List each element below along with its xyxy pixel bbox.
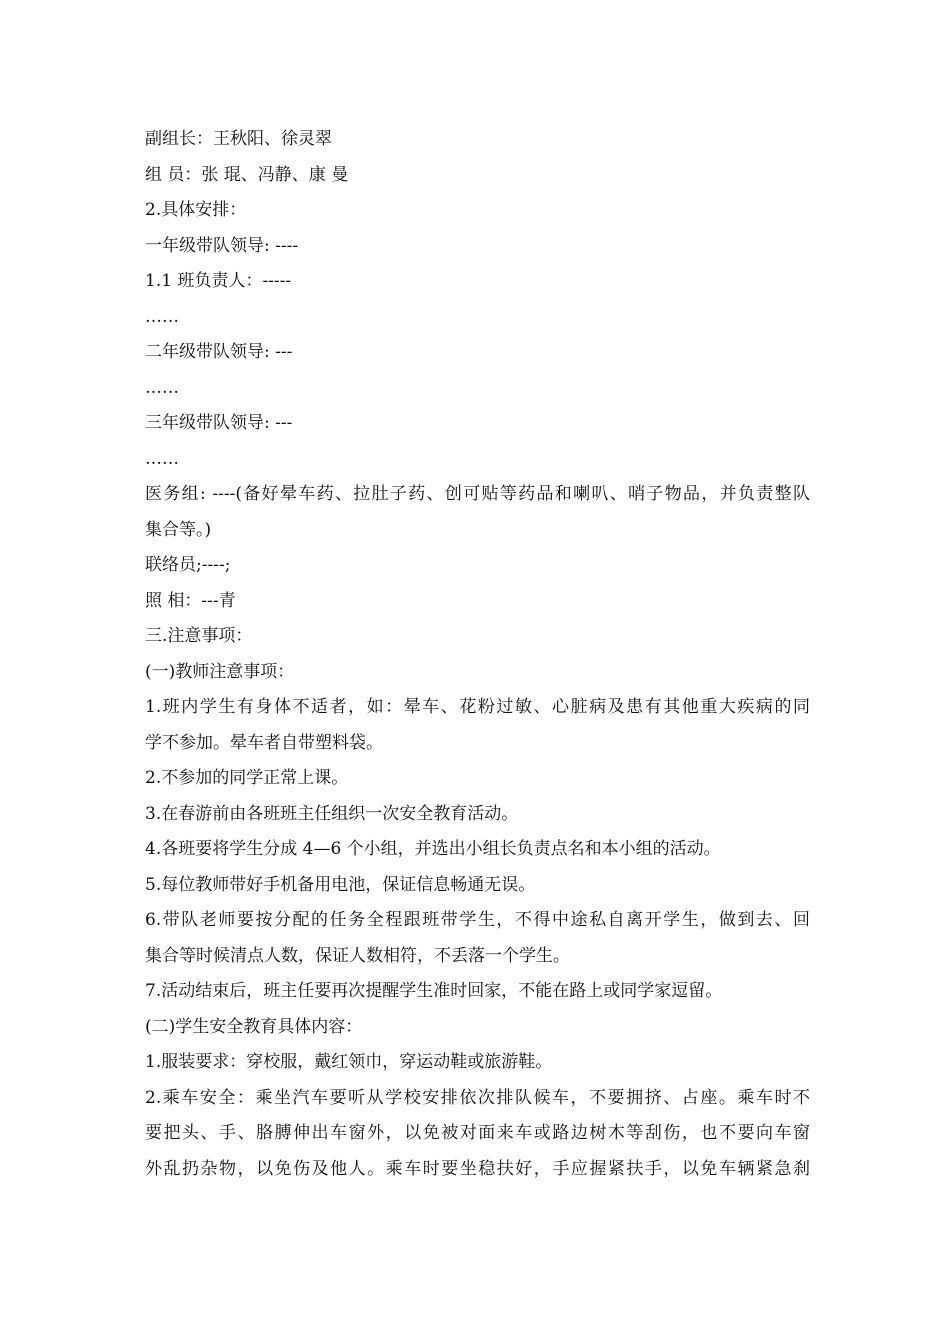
text-line: 2.乘车安全：乘坐汽车要听从学校安排依次排队候车，不要拥挤、占座。乘车时不 [145,1087,810,1108]
text-line: …… [145,306,179,327]
text-line: …… [145,448,179,469]
text-line: 1.班内学生有身体不适者，如：晕车、花粉过敏、心脏病及患有其他重大疾病的同 [145,697,810,717]
text-line: 3.在春游前由各班班主任组织一次安全教育活动。 [145,803,519,824]
text-line: 一年级带队领导: ---- [145,235,299,256]
text-line: 4.各班要将学生分成 4—6 个小组，并选出小组长负责点名和本小组的活动。 [145,839,721,859]
text-line: 联络员;----; [145,555,231,575]
text-line: 副组长：王秋阳、徐灵翠 [145,129,332,149]
text-line: 二年级带队领导: --- [145,342,293,362]
text-line: 外乱扔杂物，以免伤及他人。乘车时要坐稳扶好，手应握紧扶手，以免车辆紧急刹 [145,1158,810,1179]
text-line: 集合等。) [145,519,212,540]
text-line: 组 员：张 琨、冯静、康 曼 [145,164,349,185]
text-line: 三.注意事项： [145,626,253,646]
text-line: 三年级带队领导: --- [145,413,293,433]
document-page [145,122,810,1187]
text-line: 7.活动结束后，班主任要再次提醒学生准时回家，不能在路上或同学家逗留。 [145,981,723,1001]
text-line: 要把头、手、胳膊伸出车窗外，以免被对面来车或路边树木等刮伤，也不要向车窗 [145,1123,810,1143]
text-line: (一)教师注意事项： [145,661,295,682]
text-line: …… [145,377,179,398]
text-line: 5.每位教师带好手机备用电池，保证信息畅通无误。 [145,874,536,895]
text-line: 医务组: ----(备好晕车药、拉肚子药、创可贴等药品和喇叭、哨子物品，并负责整队 [145,484,810,504]
text-line: 学不参加。晕车者自带塑料袋。 [145,732,383,753]
text-line: 照 相：---青 [145,590,236,611]
text-line: 6.带队老师要按分配的任务全程跟班带学生，不得中途私自离开学生，做到去、回 [145,910,810,930]
text-line: 1.1 班负责人：----- [145,271,292,291]
text-line: (二)学生安全教育具体内容： [145,1016,363,1037]
text-line: 1.服装要求：穿校服，戴红领巾，穿运动鞋或旅游鞋。 [145,1052,553,1072]
text-line: 2.不参加的同学正常上课。 [145,768,349,788]
text-line: 集合等时候清点人数，保证人数相符，不丢落一个学生。 [145,945,570,966]
text-line: 2.具体安排： [145,200,247,220]
